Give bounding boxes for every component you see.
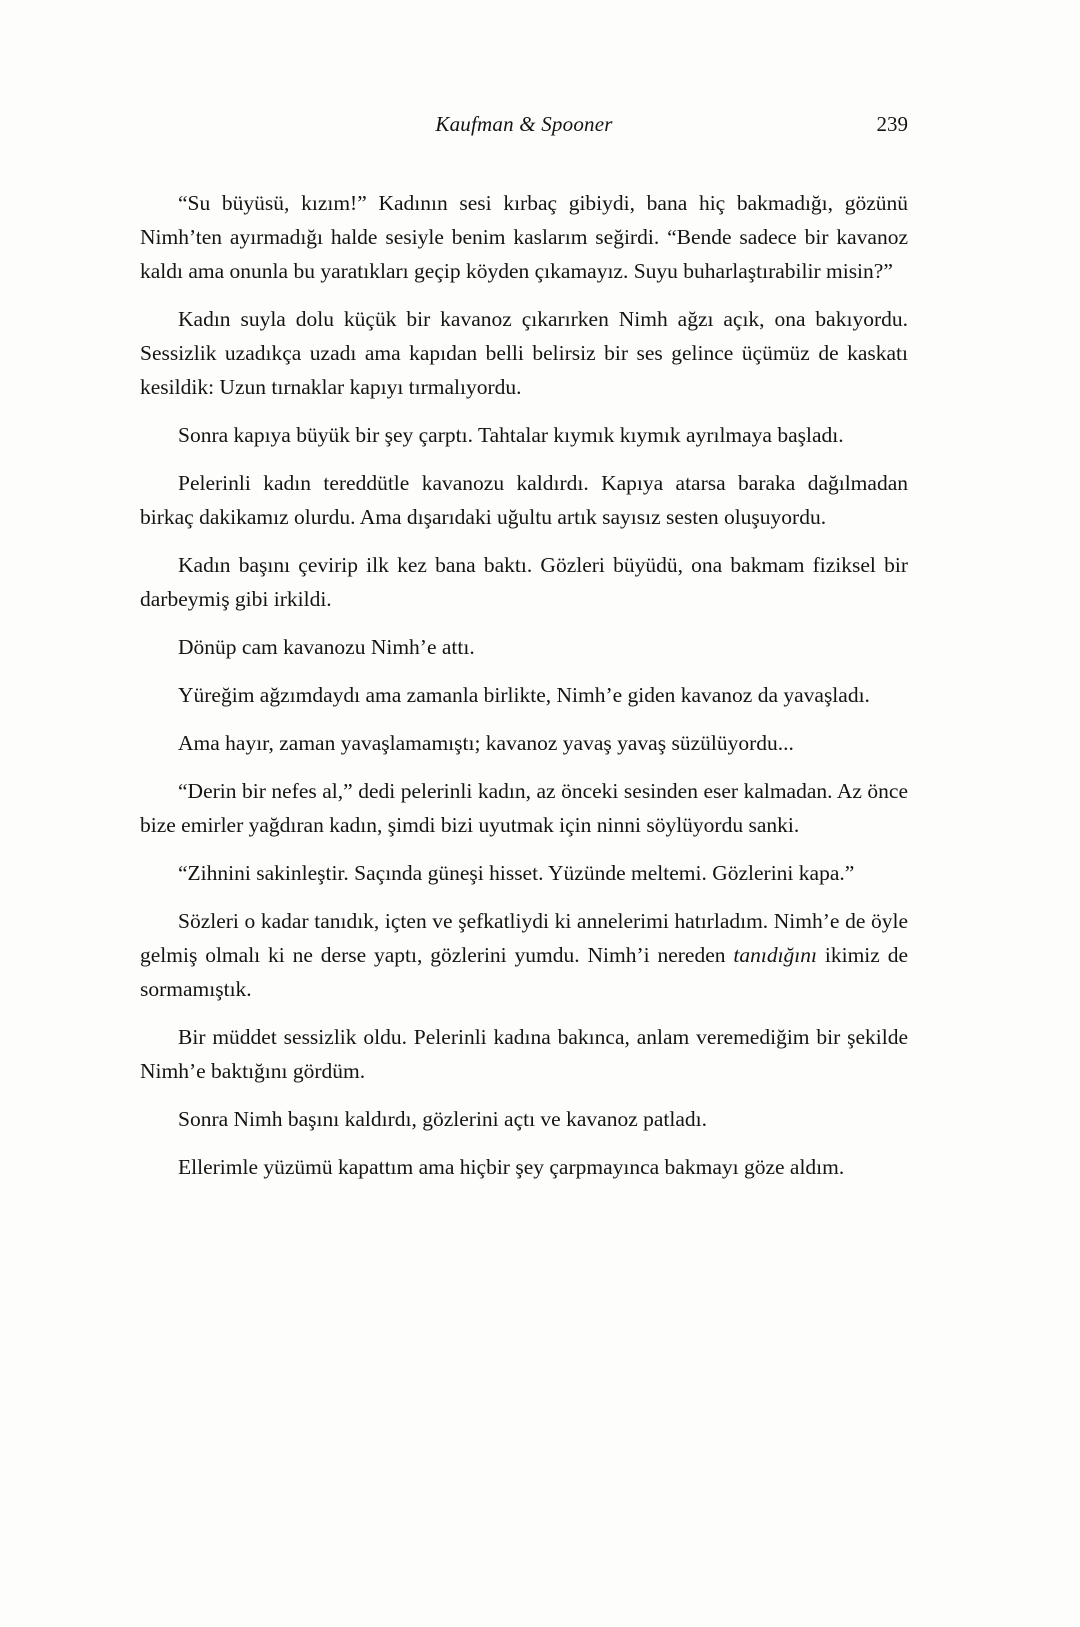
- paragraph-text: Kadın suyla dolu küçük bir kavanoz çıkarırken Nimh ağzı açık, ona bakıyordu. Sessizlik uzadıkça uzadı ama kapıdan belli belirsiz bir ses gelince üçümüz de kaskatı kesildik: Uzun tırnaklar kapıyı tırmalıyordu.: [140, 307, 908, 399]
- paragraph-text: “Su büyüsü, kızım!” Kadının sesi kırbaç gibiydi, bana hiç bakmadığı, gözünü Nimh’ten ayırmadığı halde sesiyle benim kaslarım seğirdi. “Bende sadece bir kavanoz kaldı ama onunla bu yaratıkları geçip köyden çıkamayız. Suyu buharlaştırabilir misin?”: [140, 191, 908, 283]
- paragraph-text: Ellerimle yüzümü kapattım ama hiçbir şey çarpmayınca bakmayı göze aldım.: [178, 1155, 845, 1179]
- body-text: [140, 186, 908, 1184]
- running-header: [140, 112, 908, 146]
- paragraph: [140, 630, 908, 664]
- paragraph: [140, 774, 908, 842]
- paragraph-text: Sözleri o kadar tanıdık, içten ve şefkatliydi ki annelerimi hatırladım. Nimh’e de öyle gelmiş olmalı ki ne derse yaptı, gözlerini yumdu. Nimh’i nereden: [140, 909, 908, 967]
- paragraph: [140, 186, 908, 288]
- paragraph-text: Pelerinli kadın tereddütle kavanozu kaldırdı. Kapıya atarsa baraka dağılmadan birkaç dakikamız olurdu. Ama dışarıdaki uğultu artık sayısız sesten oluşuyordu.: [140, 471, 908, 529]
- paragraph: [140, 856, 908, 890]
- paragraph-text: tanıdığını: [733, 943, 818, 967]
- paragraph-text: Bir müddet sessizlik oldu. Pelerinli kadına bakınca, anlam veremediğim bir şekilde Nimh’e baktığını gördüm.: [140, 1025, 908, 1083]
- page-number: 239: [876, 112, 908, 136]
- paragraph: [140, 1102, 908, 1136]
- paragraph-text: Ama hayır, zaman yavaşlamamıştı; kavanoz yavaş yavaş süzülüyordu...: [178, 731, 794, 755]
- paragraph: [140, 1020, 908, 1088]
- paragraph-text: Sonra kapıya büyük bir şey çarptı. Tahtalar kıymık kıymık ayrılmaya başladı.: [178, 423, 844, 447]
- paragraph: [140, 726, 908, 760]
- paragraph: [140, 302, 908, 404]
- page-content: [140, 112, 908, 1198]
- paragraph-text: Kadın başını çevirip ilk kez bana baktı. Gözleri büyüdü, ona bakmam fiziksel bir darbeymiş gibi irkildi.: [140, 553, 908, 611]
- paragraph-text: Dönüp cam kavanozu Nimh’e attı.: [178, 635, 475, 659]
- paragraph: [140, 466, 908, 534]
- paragraph: [140, 1150, 908, 1184]
- paragraph: [140, 678, 908, 712]
- paragraph-text: “Derin bir nefes al,” dedi pelerinli kadın, az önceki sesinden eser kalmadan. Az önce bize emirler yağdıran kadın, şimdi bizi uyutmak için ninni söylüyordu sanki.: [140, 779, 908, 837]
- paragraph: [140, 418, 908, 452]
- paragraph-text: “Zihnini sakinleştir. Saçında güneşi hisset. Yüzünde meltemi. Gözlerini kapa.”: [178, 861, 855, 885]
- running-head-title: Kaufman & Spooner: [435, 112, 613, 136]
- paragraph-text: ikimiz de sormamıştık.: [140, 943, 908, 1001]
- paragraph-text: Yüreğim ağzımdaydı ama zamanla birlikte, Nimh’e giden kavanoz da yavaşladı.: [178, 683, 870, 707]
- paragraph: [140, 904, 908, 1006]
- paragraph: [140, 548, 908, 616]
- paragraph-text: Sonra Nimh başını kaldırdı, gözlerini açtı ve kavanoz patladı.: [178, 1107, 707, 1131]
